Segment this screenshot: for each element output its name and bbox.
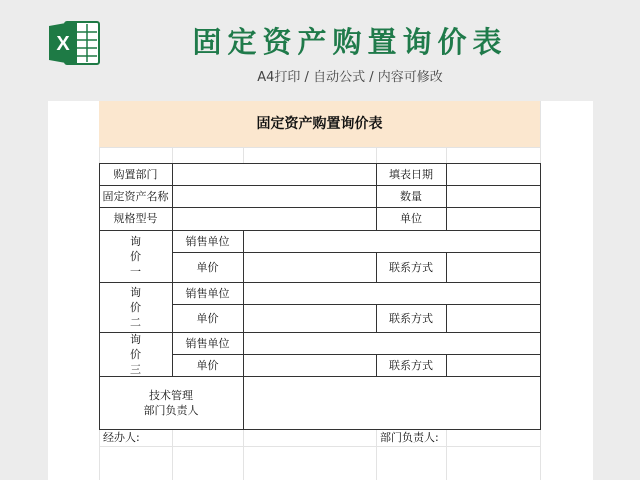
handler-label[interactable]: 经办人:	[103, 431, 140, 444]
excel-icon	[47, 18, 101, 68]
banner-subtitle: A4打印 / 自动公式 / 内容可修改	[257, 70, 443, 85]
quote-3-seller-input[interactable]	[243, 332, 540, 354]
input-quantity[interactable]	[446, 185, 540, 207]
sheet-title[interactable]: 固定资产购置询价表	[99, 101, 540, 147]
quote-1-contact-label[interactable]: 联系方式	[389, 260, 433, 274]
input-fill-date[interactable]	[446, 163, 540, 185]
tech-manager-label-line: 技术管理	[149, 388, 193, 402]
quote-1-label-line: 询	[130, 234, 141, 248]
quote-2-label[interactable]	[99, 282, 172, 332]
quote-2-seller-label[interactable]: 销售单位	[185, 286, 230, 300]
banner-title: 固定资产购置询价表	[192, 25, 508, 59]
label-asset-name[interactable]: 固定资产名称	[102, 189, 169, 203]
quote-3-contact-label[interactable]: 联系方式	[389, 358, 433, 372]
input-dept[interactable]	[172, 163, 376, 185]
quote-2-contact-input[interactable]	[446, 304, 540, 332]
quote-2-seller-input[interactable]	[243, 282, 540, 304]
quote-3-price-label[interactable]: 单价	[196, 358, 219, 372]
input-model[interactable]	[172, 207, 376, 230]
tech-manager-label[interactable]	[99, 376, 243, 429]
quote-2-label-line: 价	[130, 300, 141, 314]
label-model[interactable]: 规格型号	[113, 212, 158, 225]
spreadsheet[interactable]	[48, 101, 593, 480]
quote-3-contact-input[interactable]	[446, 354, 540, 376]
quote-3-label-line: 三	[130, 362, 141, 376]
quote-1-price-label[interactable]: 单价	[196, 260, 219, 274]
label-fill-date[interactable]: 填表日期	[389, 167, 433, 181]
quote-1-price-input[interactable]	[243, 252, 376, 282]
quote-1-seller-label[interactable]: 销售单位	[185, 234, 230, 248]
quote-1-seller-input[interactable]	[243, 230, 540, 252]
quote-3-seller-label[interactable]: 销售单位	[185, 336, 230, 350]
quote-1-contact-input[interactable]	[446, 252, 540, 282]
dept-head-label[interactable]: 部门负责人:	[380, 431, 439, 444]
tech-manager-label-line: 部门负责人	[143, 403, 199, 417]
quote-3-label-line: 询	[130, 332, 141, 346]
quote-2-price-input[interactable]	[243, 304, 376, 332]
quote-1-label-line: 一	[130, 264, 141, 278]
excel-logo-letter: X	[56, 33, 70, 55]
quote-2-price-label[interactable]: 单价	[196, 311, 219, 325]
quote-3-label[interactable]	[99, 332, 172, 376]
quote-2-label-line: 询	[130, 285, 141, 299]
label-unit[interactable]: 单位	[400, 212, 422, 225]
quote-1-label[interactable]	[99, 230, 172, 282]
label-quantity[interactable]: 数量	[400, 189, 422, 203]
label-dept[interactable]: 购置部门	[113, 167, 158, 181]
input-unit[interactable]	[446, 207, 540, 230]
tech-manager-input[interactable]	[243, 376, 540, 429]
quote-1-label-line: 价	[130, 249, 141, 263]
quote-3-price-input[interactable]	[243, 354, 376, 376]
quote-3-label-line: 价	[130, 347, 141, 361]
input-asset-name[interactable]	[172, 185, 376, 207]
quote-2-contact-label[interactable]: 联系方式	[389, 311, 433, 325]
quote-2-label-line: 二	[130, 315, 141, 329]
